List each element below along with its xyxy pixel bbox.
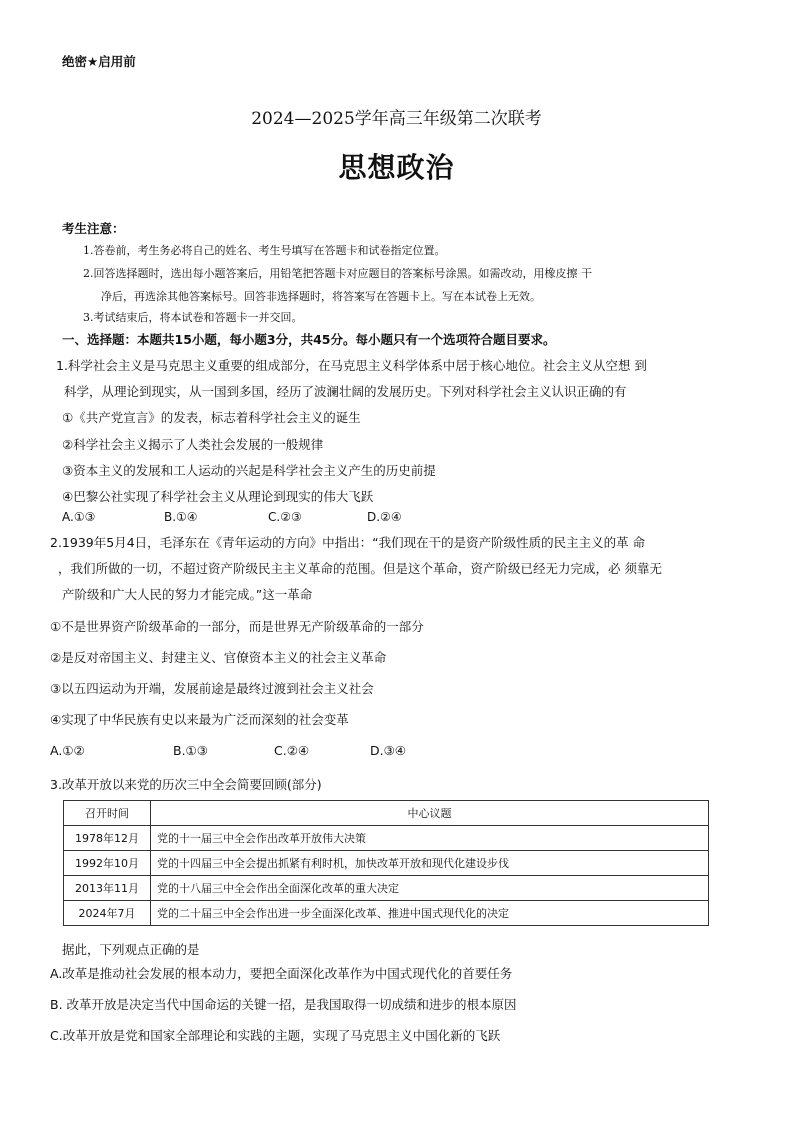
q2-statement-1: ①不是世界资产阶级革命的一部分，而是世界无产阶级革命的一部分 <box>50 619 424 634</box>
table-header-date: 召开时间 <box>64 801 151 826</box>
table-cell-date: 1978年12月 <box>64 826 151 851</box>
notice-item-2: 2.回答选择题时，选出每小题答案后，用铅笔把答题卡对应题目的答案标号涂黑。如需改动，用橡皮擦 干 <box>83 267 592 280</box>
exam-title: 2024—2025学年高三年级第二次联考 <box>251 109 542 129</box>
q2-stem-line-2: ，我们所做的一切，不超过资产阶级民主主义革命的范围。但是这个革命，资产阶级已经无力完成，必 须靠无 <box>58 561 662 576</box>
q2-statement-3: ③以五四运动为开端，发展前途是最终过渡到社会主义社会 <box>50 681 374 696</box>
q1-stem-line-1: 1.科学社会主义是马克思主义重要的组成部分，在马克思主义科学体系中居于核心地位。社会主义从空想 到 <box>56 358 647 373</box>
q2-option-b: B.①③ <box>173 743 208 758</box>
q2-stem-line-1: 2.1939年5月4日，毛泽东在《青年运动的方向》中指出：“我们现在干的是资产阶级性质的民主主义的革 命 <box>50 535 646 550</box>
table-cell-topic: 党的十四届三中全会提出抓紧有利时机，加快改革开放和现代化建设步伐 <box>151 851 709 876</box>
table-cell-topic: 党的二十届三中全会作出进一步全面深化改革、推进中国式现代化的决定 <box>151 901 709 926</box>
table-row <box>64 826 709 851</box>
plenary-table <box>63 800 709 926</box>
table-cell-date: 2013年11月 <box>64 876 151 901</box>
q3-stem: 3.改革开放以来党的历次三中全会简要回顾(部分) <box>50 777 322 792</box>
table-cell-date: 1992年10月 <box>64 851 151 876</box>
q1-option-a: A.①③ <box>62 510 96 524</box>
table-cell-topic: 党的十一届三中全会作出改革开放伟大决策 <box>151 826 709 851</box>
confidential-label: 绝密★启用前 <box>62 54 136 69</box>
q2-option-c: C.②④ <box>274 743 310 758</box>
table-row <box>64 851 709 876</box>
q1-option-b: B.①④ <box>164 510 198 524</box>
subject-title: 思想政治 <box>338 151 455 184</box>
notice-item-3: 3.考试结束后，将本试卷和答题卡一并交回。 <box>83 311 303 324</box>
notice-title: 考生注意： <box>62 221 125 236</box>
q1-option-c: C.②③ <box>268 510 302 524</box>
q2-stem-line-3: 产阶级和广大人民的努力才能完成。”这一革命 <box>62 587 313 602</box>
table-header-row <box>64 801 709 826</box>
section-title: 一、选择题：本题共15小题，每小题3分，共45分。每小题只有一个选项符合题目要求。 <box>62 332 556 347</box>
q3-question: 据此，下列观点正确的是 <box>62 942 200 957</box>
q2-statement-2: ②是反对帝国主义、封建主义、官僚资本主义的社会主义革命 <box>50 650 387 665</box>
q1-statement-2: ②科学社会主义揭示了人类社会发展的一般规律 <box>62 437 324 452</box>
q2-option-a: A.①② <box>50 743 85 758</box>
q3-option-c: C.改革开放是党和国家全部理论和实践的主题，实现了马克思主义中国化新的飞跃 <box>50 1028 501 1043</box>
q3-option-a: A.改革是推动社会发展的根本动力，要把全面深化改革作为中国式现代化的首要任务 <box>50 966 513 981</box>
q1-statement-3: ③资本主义的发展和工人运动的兴起是科学社会主义产生的历史前提 <box>62 463 436 478</box>
table-row <box>64 876 709 901</box>
q1-statement-1: ①《共产党宣言》的发表，标志着科学社会主义的诞生 <box>62 410 361 425</box>
q2-statement-4: ④实现了中华民族有史以来最为广泛而深刻的社会变革 <box>50 712 349 727</box>
q2-option-d: D.③④ <box>370 743 407 758</box>
table-row <box>64 901 709 926</box>
notice-item-2-cont: 净后，再选涂其他答案标号。回答非选择题时，将答案写在答题卡上。写在本试卷上无效。 <box>101 290 541 303</box>
q1-stem-line-2: 科学，从理论到现实，从一国到多国，经历了波澜壮阔的发展历史。下列对科学社会主义认识正确的有 <box>64 384 627 399</box>
q1-option-d: D.②④ <box>367 510 402 524</box>
notice-item-1: 1.答卷前，考生务必将自己的姓名、考生号填写在答题卡和试卷指定位置。 <box>83 244 446 257</box>
q3-option-b: B. 改革开放是决定当代中国命运的关键一招，是我国取得一切成绩和进步的根本原因 <box>50 997 517 1012</box>
q1-statement-4: ④巴黎公社实现了科学社会主义从理论到现实的伟大飞跃 <box>62 489 374 504</box>
table-header-topic: 中心议题 <box>151 801 709 826</box>
table-cell-topic: 党的十八届三中全会作出全面深化改革的重大决定 <box>151 876 709 901</box>
table-cell-date: 2024年7月 <box>64 901 151 926</box>
